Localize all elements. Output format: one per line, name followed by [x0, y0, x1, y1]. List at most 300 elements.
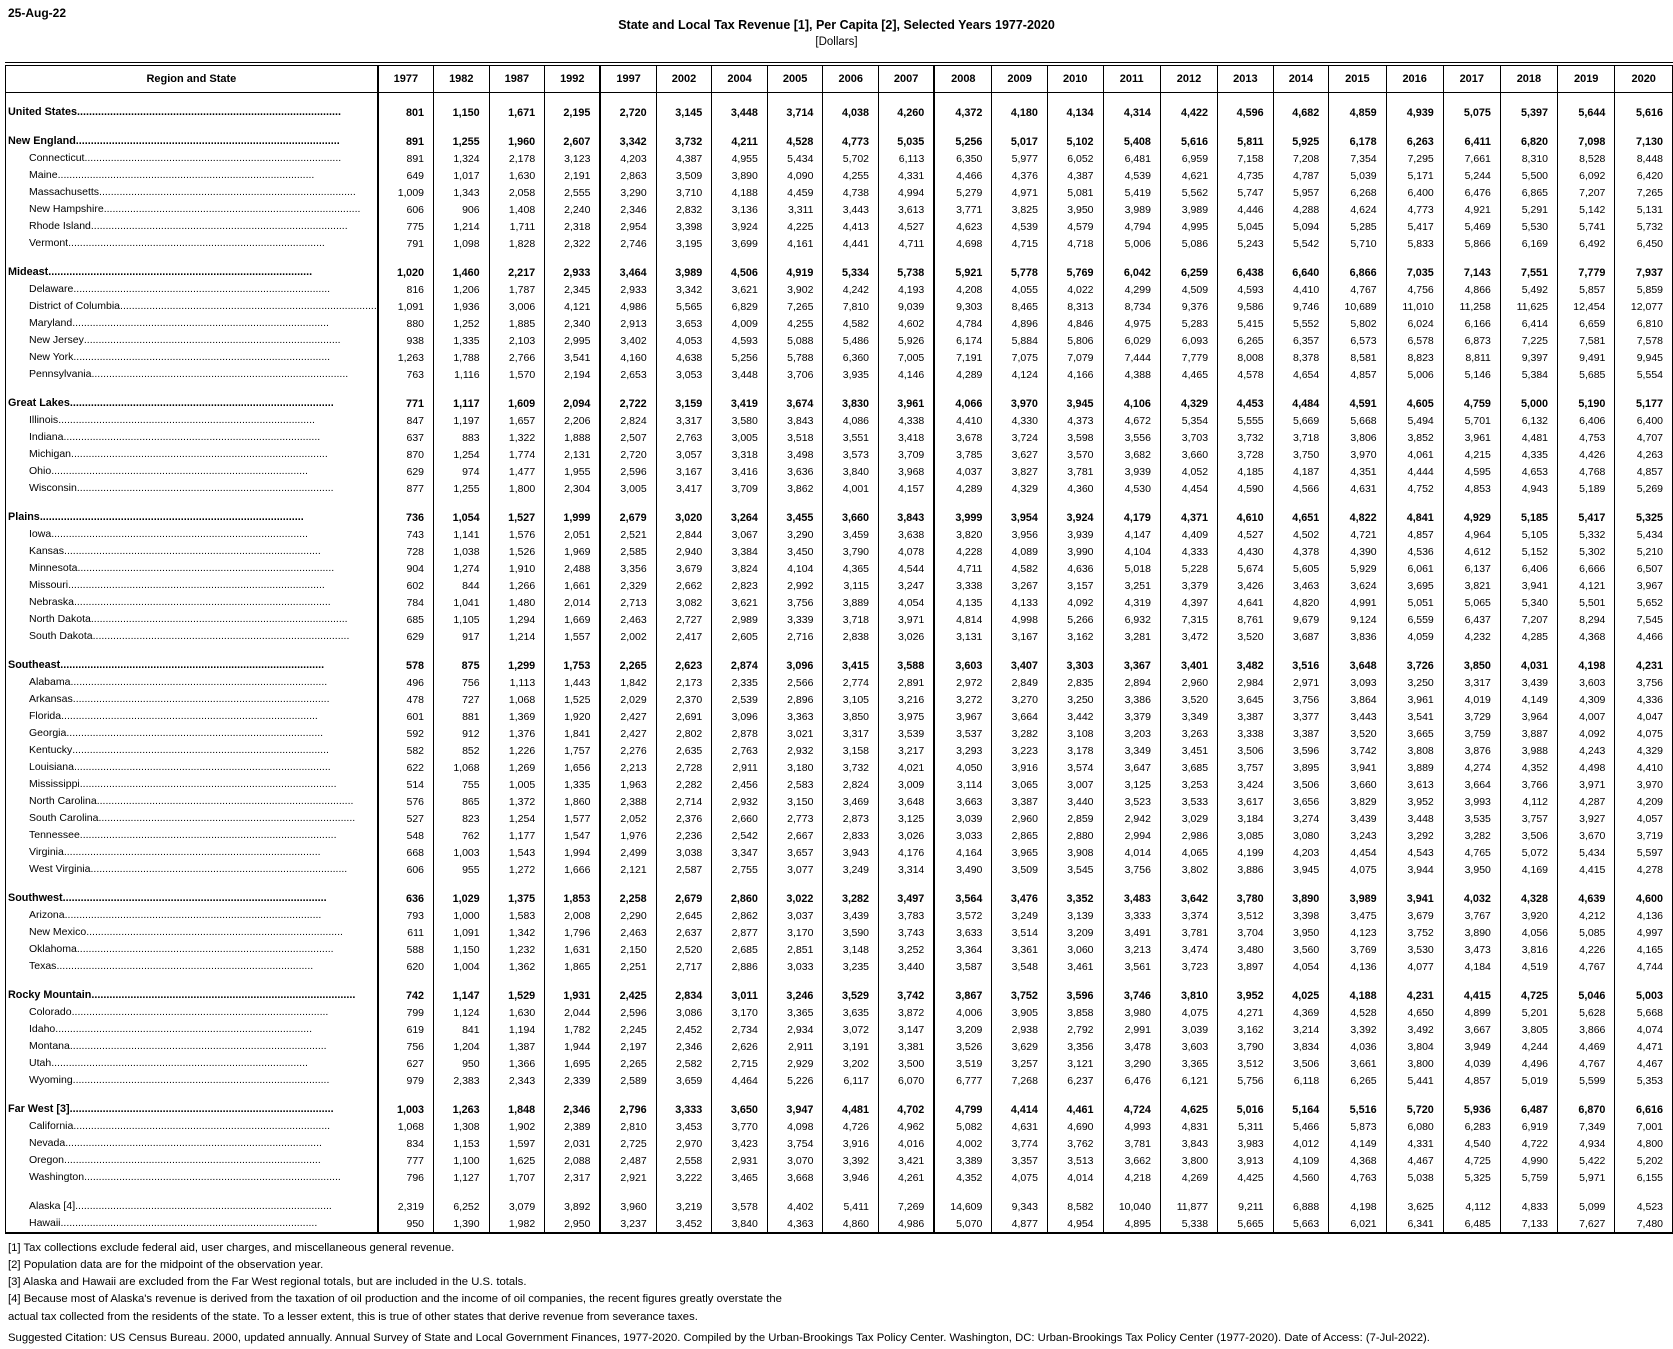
value-cell: 9,586	[1218, 299, 1274, 316]
value-cell: 4,022	[1047, 282, 1103, 299]
tax-revenue-table	[5, 62, 1673, 1234]
value-cell: 10,040	[1103, 1199, 1160, 1216]
spacer-cell	[656, 498, 712, 510]
value-cell: 6,166	[1443, 316, 1500, 333]
value-cell: 4,164	[934, 845, 992, 862]
spacer-cell	[879, 384, 935, 396]
value-cell: 3,710	[656, 185, 712, 202]
value-cell: 1,630	[489, 168, 545, 185]
spacer-cell	[1615, 253, 1673, 265]
value-cell: 1,525	[545, 692, 601, 709]
value-cell: 5,016	[1218, 1102, 1274, 1119]
value-cell: 2,763	[712, 743, 768, 760]
value-cell: 8,310	[1500, 151, 1557, 168]
value-cell: 3,993	[1443, 794, 1500, 811]
value-cell: 6,252	[434, 1199, 490, 1216]
dot-leader	[73, 283, 376, 297]
value-cell: 4,212	[1558, 908, 1615, 925]
value-cell: 7,265	[767, 299, 823, 316]
value-cell: 3,820	[934, 527, 992, 544]
value-cell: 5,441	[1386, 1073, 1443, 1090]
value-cell: 3,349	[1160, 709, 1217, 726]
value-cell: 496	[378, 675, 434, 692]
value-cell: 3,290	[767, 527, 823, 544]
value-cell: 4,962	[879, 1119, 935, 1136]
spacer-cell	[992, 93, 1048, 105]
value-cell: 5,866	[1443, 236, 1500, 253]
value-cell: 2,014	[545, 595, 601, 612]
value-cell: 4,846	[1047, 316, 1103, 333]
row-label	[6, 743, 378, 760]
value-cell: 2,304	[545, 481, 601, 498]
value-cell: 548	[378, 828, 434, 845]
value-cell: 4,263	[1615, 447, 1673, 464]
value-cell: 3,451	[1160, 743, 1217, 760]
spacer-cell	[934, 879, 992, 891]
value-cell: 3,805	[1500, 1022, 1557, 1039]
value-cell: 5,802	[1329, 316, 1386, 333]
table-row	[6, 612, 1673, 629]
table-row	[6, 908, 1673, 925]
value-cell: 4,857	[1386, 527, 1443, 544]
footnote: [1] Tax collections exclude federal aid, user charges, and miscellaneous general revenue.	[8, 1241, 455, 1254]
value-cell: 4,641	[1218, 595, 1274, 612]
value-cell: 4,255	[823, 168, 879, 185]
value-cell: 4,160	[600, 350, 656, 367]
spacer-cell	[767, 879, 823, 891]
value-cell: 2,992	[767, 578, 823, 595]
value-cell: 3,561	[1103, 959, 1160, 976]
value-cell: 743	[378, 527, 434, 544]
value-cell: 4,376	[992, 168, 1048, 185]
value-cell: 3,352	[1047, 891, 1103, 908]
value-cell: 3,971	[879, 612, 935, 629]
value-cell: 4,333	[1160, 544, 1217, 561]
value-cell: 2,623	[656, 658, 712, 675]
value-cell: 4,784	[934, 316, 992, 333]
spacer-cell	[712, 253, 768, 265]
value-cell: 5,516	[1329, 1102, 1386, 1119]
value-cell: 6,259	[1160, 265, 1217, 282]
dot-leader	[71, 448, 377, 462]
value-cell: 5,562	[1160, 185, 1217, 202]
value-cell: 1,009	[378, 185, 434, 202]
value-cell: 1,671	[489, 105, 545, 122]
value-cell: 4,002	[934, 1136, 992, 1153]
spacer-cell	[879, 1090, 935, 1102]
value-cell: 3,539	[879, 726, 935, 743]
value-cell: 3,603	[1558, 675, 1615, 692]
value-cell: 3,790	[823, 544, 879, 561]
value-cell: 5,486	[823, 333, 879, 350]
value-cell: 4,465	[1160, 367, 1217, 384]
value-cell: 588	[378, 942, 434, 959]
value-cell: 4,409	[1160, 527, 1217, 544]
value-cell: 1,375	[489, 891, 545, 908]
value-cell: 2,722	[600, 396, 656, 413]
value-cell: 3,005	[600, 481, 656, 498]
table-row	[6, 578, 1673, 595]
value-cell: 2,653	[600, 367, 656, 384]
value-cell: 5,019	[1500, 1073, 1557, 1090]
value-cell: 3,247	[879, 578, 935, 595]
value-cell: 3,650	[712, 1102, 768, 1119]
value-cell: 4,330	[992, 413, 1048, 430]
row-label	[6, 510, 378, 527]
spacer-cell	[378, 976, 434, 988]
value-cell: 601	[378, 709, 434, 726]
value-cell: 3,840	[712, 1216, 768, 1233]
value-cell: 4,014	[1103, 845, 1160, 862]
value-cell: 5,605	[1273, 561, 1329, 578]
value-cell: 3,398	[1273, 908, 1329, 925]
value-cell: 3,125	[879, 811, 935, 828]
value-cell: 3,379	[1103, 709, 1160, 726]
value-cell: 4,752	[1386, 481, 1443, 498]
value-cell: 883	[434, 430, 490, 447]
spacer-cell	[545, 122, 601, 134]
row-label	[6, 333, 378, 350]
value-cell: 1,936	[434, 299, 490, 316]
value-cell: 3,252	[879, 942, 935, 959]
value-cell: 4,430	[1218, 544, 1274, 561]
value-cell: 3,356	[1047, 1039, 1103, 1056]
value-cell: 2,236	[656, 828, 712, 845]
spacer-cell	[879, 1187, 935, 1199]
year-column-header: 2006	[823, 64, 879, 93]
value-cell: 578	[378, 658, 434, 675]
value-cell: 3,781	[1103, 1136, 1160, 1153]
value-cell: 4,360	[1047, 481, 1103, 498]
spacer-cell	[1329, 976, 1386, 988]
value-cell: 3,843	[879, 510, 935, 527]
value-cell: 3,564	[934, 891, 992, 908]
value-cell: 3,526	[934, 1039, 992, 1056]
value-cell: 7,810	[823, 299, 879, 316]
value-cell: 2,859	[1047, 811, 1103, 828]
spacer-cell	[712, 122, 768, 134]
row-label-text: Connecticut	[29, 152, 85, 164]
value-cell: 4,309	[1558, 692, 1615, 709]
value-cell: 3,491	[1103, 925, 1160, 942]
value-cell: 3,762	[1047, 1136, 1103, 1153]
spacer-cell	[489, 384, 545, 396]
spacer-cell	[1273, 253, 1329, 265]
value-cell: 3,455	[767, 510, 823, 527]
spacer-cell	[6, 976, 378, 988]
value-cell: 5,417	[1386, 219, 1443, 236]
value-cell: 4,104	[767, 561, 823, 578]
value-cell: 2,685	[712, 942, 768, 959]
value-cell: 5,190	[1558, 396, 1615, 413]
row-label-text: Pennsylvania	[29, 368, 92, 380]
value-cell: 3,674	[767, 396, 823, 413]
value-cell: 4,899	[1443, 1005, 1500, 1022]
value-cell: 2,970	[656, 1136, 712, 1153]
value-cell: 9,124	[1329, 612, 1386, 629]
value-cell: 4,612	[1443, 544, 1500, 561]
value-cell: 5,747	[1218, 185, 1274, 202]
value-cell: 4,725	[1500, 988, 1557, 1005]
value-cell: 4,787	[1273, 168, 1329, 185]
value-cell: 9,343	[992, 1199, 1048, 1216]
value-cell: 2,994	[1103, 828, 1160, 845]
value-cell: 4,260	[879, 105, 935, 122]
value-cell: 4,146	[879, 367, 935, 384]
value-cell: 6,341	[1386, 1216, 1443, 1233]
value-cell: 5,285	[1329, 219, 1386, 236]
spacer-cell	[1386, 976, 1443, 988]
table-row	[6, 236, 1673, 253]
value-cell: 3,108	[1047, 726, 1103, 743]
spacer-cell	[1558, 122, 1615, 134]
spacer-cell	[992, 976, 1048, 988]
value-cell: 7,268	[992, 1073, 1048, 1090]
spacer-cell	[1160, 122, 1217, 134]
value-cell: 3,026	[879, 629, 935, 646]
value-cell: 1,557	[545, 629, 601, 646]
row-label-text: New Hampshire	[29, 203, 104, 215]
value-cell: 5,741	[1558, 219, 1615, 236]
value-cell: 3,498	[767, 447, 823, 464]
value-cell: 6,559	[1386, 612, 1443, 629]
value-cell: 3,541	[1386, 709, 1443, 726]
value-cell: 5,759	[1500, 1170, 1557, 1187]
value-cell: 3,706	[767, 367, 823, 384]
value-cell: 602	[378, 578, 434, 595]
value-cell: 5,354	[1160, 413, 1217, 430]
value-cell: 4,509	[1160, 282, 1217, 299]
row-label-text: Florida	[29, 710, 62, 722]
value-cell: 1,068	[489, 692, 545, 709]
value-cell: 3,387	[1218, 709, 1274, 726]
value-cell: 3,159	[656, 396, 712, 413]
value-cell: 5,099	[1558, 1199, 1615, 1216]
value-cell: 4,372	[934, 105, 992, 122]
value-cell: 791	[378, 236, 434, 253]
row-label-text: Wyoming	[29, 1074, 73, 1086]
value-cell: 2,195	[545, 105, 601, 122]
value-cell: 3,007	[1047, 777, 1103, 794]
table-row	[6, 675, 1673, 692]
value-cell: 3,661	[1329, 1056, 1386, 1073]
value-cell: 3,862	[767, 481, 823, 498]
spacer-cell	[767, 122, 823, 134]
value-cell: 4,244	[1500, 1039, 1557, 1056]
value-cell: 4,078	[879, 544, 935, 561]
value-cell: 14,609	[934, 1199, 992, 1216]
value-cell: 3,506	[1273, 1056, 1329, 1073]
value-cell: 6,659	[1558, 316, 1615, 333]
value-cell: 3,333	[656, 1102, 712, 1119]
table-row	[6, 168, 1673, 185]
value-cell: 4,722	[1500, 1136, 1557, 1153]
spacer-cell	[1329, 1187, 1386, 1199]
value-cell: 2,346	[656, 1039, 712, 1056]
value-cell: 3,742	[1329, 743, 1386, 760]
spacer-cell	[1443, 253, 1500, 265]
value-cell: 4,075	[1615, 726, 1673, 743]
dot-leader	[64, 1154, 377, 1168]
value-cell: 4,338	[879, 413, 935, 430]
value-cell: 4,623	[934, 219, 992, 236]
spacer-row	[6, 384, 1673, 396]
value-cell: 2,339	[545, 1073, 601, 1090]
spacer-cell	[1615, 879, 1673, 891]
value-cell: 3,453	[656, 1119, 712, 1136]
value-cell: 3,473	[1443, 942, 1500, 959]
dot-leader	[91, 368, 376, 382]
value-cell: 4,299	[1103, 282, 1160, 299]
value-cell: 3,613	[879, 202, 935, 219]
value-cell: 4,498	[1558, 760, 1615, 777]
spacer-cell	[1047, 122, 1103, 134]
value-cell: 974	[434, 464, 490, 481]
row-label-text: Alabama	[29, 676, 71, 688]
value-cell: 3,011	[712, 988, 768, 1005]
value-cell: 3,714	[767, 105, 823, 122]
value-cell: 4,593	[1218, 282, 1274, 299]
value-cell: 4,986	[879, 1216, 935, 1233]
value-cell: 4,794	[1103, 219, 1160, 236]
value-cell: 4,471	[1615, 1039, 1673, 1056]
value-cell: 4,866	[1443, 282, 1500, 299]
spacer-cell	[656, 253, 712, 265]
value-cell: 4,800	[1615, 1136, 1673, 1153]
row-label-text: West Virginia	[29, 863, 91, 875]
table-row	[6, 134, 1673, 151]
dot-leader	[65, 909, 377, 923]
value-cell: 727	[434, 692, 490, 709]
spacer-cell	[600, 1090, 656, 1102]
year-column-header: 2015	[1329, 64, 1386, 93]
value-cell: 3,303	[1047, 658, 1103, 675]
value-cell: 1,625	[489, 1153, 545, 1170]
value-cell: 3,732	[823, 760, 879, 777]
value-cell: 3,726	[1386, 658, 1443, 675]
value-cell: 950	[434, 1056, 490, 1073]
value-cell: 4,724	[1103, 1102, 1160, 1119]
value-cell: 3,983	[1218, 1136, 1274, 1153]
spacer-cell	[6, 122, 378, 134]
value-cell: 6,265	[1218, 333, 1274, 350]
value-cell: 4,610	[1218, 510, 1274, 527]
value-cell: 2,318	[545, 219, 601, 236]
value-cell: 7,207	[1500, 612, 1557, 629]
value-cell: 2,029	[600, 692, 656, 709]
dot-leader	[73, 1120, 376, 1134]
value-cell: 5,164	[1273, 1102, 1329, 1119]
value-cell: 5,616	[1615, 105, 1673, 122]
value-cell: 5,859	[1615, 282, 1673, 299]
value-cell: 3,216	[879, 692, 935, 709]
value-cell: 6,666	[1558, 561, 1615, 578]
value-cell: 3,757	[1218, 760, 1274, 777]
value-cell: 5,738	[879, 265, 935, 282]
value-cell: 3,806	[1329, 430, 1386, 447]
value-cell: 4,519	[1500, 959, 1557, 976]
row-label-text: Southwest	[8, 892, 63, 904]
year-column-header: 2005	[767, 64, 823, 93]
value-cell: 5,131	[1615, 202, 1673, 219]
value-cell: 3,483	[1103, 891, 1160, 908]
value-cell: 3,785	[934, 447, 992, 464]
value-cell: 4,335	[1500, 447, 1557, 464]
value-cell: 1,757	[545, 743, 601, 760]
value-cell: 3,947	[767, 1102, 823, 1119]
row-label	[6, 1005, 378, 1022]
row-label	[6, 675, 378, 692]
dot-leader	[48, 266, 377, 280]
value-cell: 3,718	[1273, 430, 1329, 447]
value-cell: 3,732	[656, 134, 712, 151]
value-cell: 4,019	[1443, 692, 1500, 709]
value-cell: 4,001	[823, 481, 879, 498]
value-cell: 2,456	[712, 777, 768, 794]
value-cell: 3,573	[823, 447, 879, 464]
value-cell: 2,637	[656, 925, 712, 942]
value-cell: 1,860	[545, 794, 601, 811]
value-cell: 4,896	[992, 316, 1048, 333]
value-cell: 2,691	[656, 709, 712, 726]
table-row	[6, 1153, 1673, 1170]
value-cell: 3,263	[1160, 726, 1217, 743]
row-label	[6, 692, 378, 709]
spacer-cell	[1329, 1090, 1386, 1102]
value-cell: 5,554	[1615, 367, 1673, 384]
value-cell: 4,329	[992, 481, 1048, 498]
value-cell: 3,709	[879, 447, 935, 464]
value-cell: 3,864	[1329, 692, 1386, 709]
value-cell: 875	[434, 658, 490, 675]
value-cell: 5,086	[1160, 236, 1217, 253]
dot-leader	[70, 1040, 377, 1054]
spacer-cell	[1218, 1187, 1274, 1199]
value-cell: 4,387	[656, 151, 712, 168]
value-cell: 1,105	[434, 612, 490, 629]
row-label-text: Arkansas	[29, 693, 73, 705]
value-cell: 2,131	[545, 447, 601, 464]
table-row	[6, 692, 1673, 709]
spacer-cell	[879, 879, 935, 891]
value-cell: 6,616	[1615, 1102, 1673, 1119]
spacer-row	[6, 976, 1673, 988]
value-cell: 3,889	[1386, 760, 1443, 777]
spacer-cell	[545, 1090, 601, 1102]
value-cell: 3,970	[1615, 777, 1673, 794]
value-cell: 5,555	[1218, 413, 1274, 430]
value-cell: 6,406	[1500, 561, 1557, 578]
table-row	[6, 544, 1673, 561]
value-cell: 4,527	[1218, 527, 1274, 544]
value-cell: 7,578	[1615, 333, 1673, 350]
spacer-cell	[656, 879, 712, 891]
table-row	[6, 350, 1673, 367]
row-label-text: Michigan	[29, 448, 72, 460]
spacer-cell	[6, 879, 378, 891]
dot-leader	[51, 465, 377, 479]
value-cell: 4,602	[879, 316, 935, 333]
footnote: [4] Because most of Alaska's revenue is derived from the taxation of oil production and the income of oil companies, the recent figures greatly overstate the actual tax collected from the residents of the state. To a lesser extent, this is true of other states that derive revenue from severance taxes.	[8, 1293, 782, 1323]
value-cell: 5,936	[1443, 1102, 1500, 1119]
value-cell: 4,050	[934, 760, 992, 777]
value-cell: 4,075	[1329, 862, 1386, 879]
dot-leader	[75, 1200, 377, 1214]
row-label-text: New England	[8, 135, 76, 147]
value-cell: 4,016	[879, 1136, 935, 1153]
row-label	[6, 595, 378, 612]
table-row	[6, 282, 1673, 299]
